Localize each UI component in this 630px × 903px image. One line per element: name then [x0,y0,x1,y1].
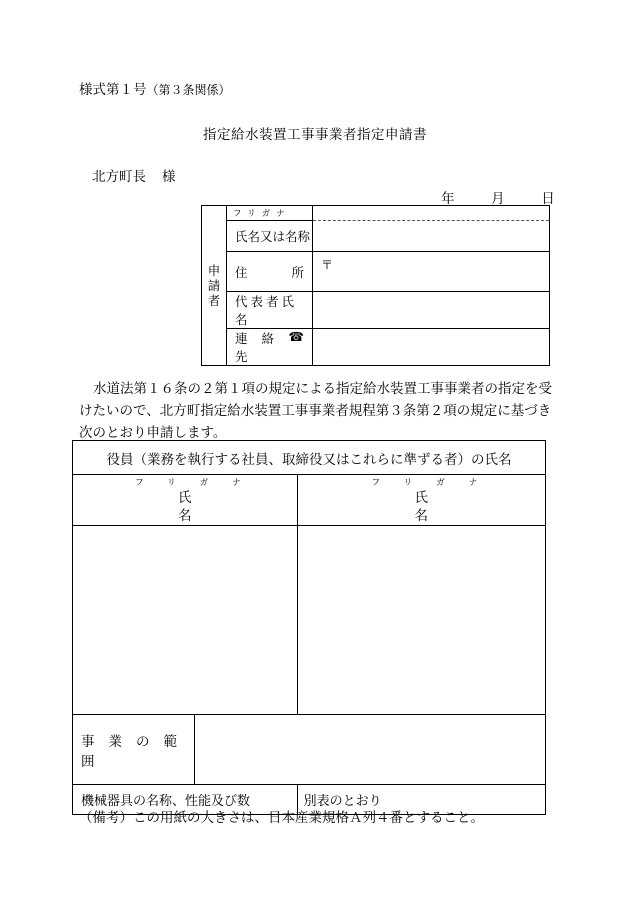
applicant-table [201,205,550,366]
form-number-main: 様式第１号 [79,82,147,98]
honorific: 様 [162,169,176,185]
contact-label: 連 絡 先 ☎ [227,329,313,366]
applicant-vertical-label: 申 請 者 [202,206,227,366]
form-number [79,78,231,98]
officers-column-left: フリガナ 氏名 [73,475,298,526]
application-paragraph [79,378,553,444]
date-month: 月 [491,191,505,207]
paragraph-line: 次のとおり申請します。 [79,425,227,441]
addressee [92,165,176,185]
furigana-label: フリガナ [227,206,313,221]
officers-list-right[interactable] [297,526,545,715]
representative-label: 代表者氏名 [227,292,313,329]
paragraph-line: 水道法第１６条の２第１項の規定による指定給水装置工事事業者の指定を受 [93,381,552,397]
phone-icon: ☎ [288,329,304,344]
date-line [441,187,555,207]
equipment-value: 別表のとおり [297,785,545,815]
addressee-name: 北方町長 [92,169,146,185]
officers-column-right: フリガナ 氏名 [297,475,545,526]
date-year: 年 [441,191,455,207]
remarks-note: （備考）この用紙の大きさは、日本産業規格Ａ列４番とすること。 [79,810,484,826]
document-title: 指定給水装置工事事業者指定申請書 [203,127,427,143]
contact-field[interactable] [313,329,550,366]
address-label: 住 所 [227,252,313,292]
name-field[interactable] [313,221,550,252]
scope-label: 事業の範囲 [73,715,195,785]
furigana-field[interactable] [313,206,550,221]
representative-field[interactable] [313,292,550,329]
name-label: 氏名又は名称 [227,221,313,252]
scope-field[interactable] [195,715,546,785]
paragraph-line: けたいので、北方町指定給水装置工事事業者規程第３条第２項の規定に基づき [79,403,552,419]
equipment-label: 機械器具の名称、性能及び数 [73,785,298,815]
officers-table [72,440,546,815]
address-field[interactable] [313,252,550,292]
form-number-paren: （第３条関係） [146,83,231,97]
date-day: 日 [541,191,555,207]
officers-list-left[interactable] [73,526,298,715]
officers-header: 役員（業務を執行する社員、取締役又はこれらに準ずる者）の氏名 [73,441,546,475]
postal-mark: 〒 [321,258,334,272]
